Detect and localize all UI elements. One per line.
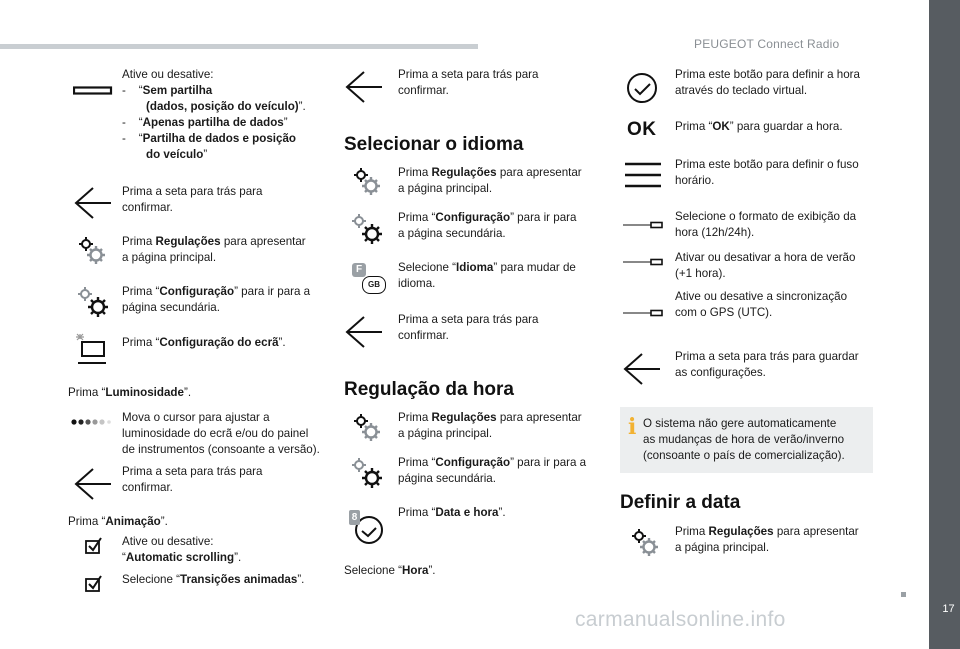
configuration-text: Prima “Configuração” para ir para a página secundária. — [398, 211, 577, 240]
summer-time-text: Ativar ou desativar a hora de verão (+1 hora). — [675, 251, 856, 280]
brightness-cursor-icon — [71, 418, 111, 426]
data-sharing-options: Ative ou desative: - “Sem partilha (dados, posição do veículo)”. - “Apenas partilha de dados” - “Partilha de dados e posição do veículo” — [122, 68, 306, 161]
timezone-text: Prima este botão para definir o fuso horário. — [675, 158, 859, 187]
configuration-text: Prima “Configuração” para ir para a página secundária. — [398, 456, 587, 485]
language-heading: Selecionar o idioma — [344, 134, 524, 155]
settings-text: Prima Regulações para apresentar a página principal. — [398, 166, 582, 195]
toggle-switch-icon — [622, 258, 664, 266]
settings-text: Prima Regulações para apresentar a página principal. — [122, 235, 306, 264]
page-number: 17 — [942, 603, 955, 615]
luminosity-text: Prima “Luminosidade”. — [68, 386, 192, 399]
auto-scrolling-text: Ative ou desative: “Automatic scrolling”. — [122, 535, 242, 564]
back-confirm-text: Prima a seta para trás para confirmar. — [122, 185, 263, 214]
animation-text: Prima “Animação”. — [68, 515, 168, 528]
toggle-switch-icon — [622, 309, 664, 317]
brightness-cursor-text: Mova o cursor para ajustar a luminosidade do ecrã e/ou do painel de instrumentos (consoante a versão). — [122, 411, 320, 456]
animated-transitions-text: Selecione “Transições animadas”. — [122, 573, 305, 586]
back-arrow-icon — [73, 467, 113, 501]
language-flag-icon: F GB — [352, 263, 386, 295]
back-confirm-text: Prima a seta para trás para confirmar. — [398, 68, 539, 97]
check-circle-icon — [626, 72, 660, 106]
save-settings-text: Prima a seta para trás para guardar as configurações. — [675, 350, 859, 379]
info-text: O sistema não gere automaticamente as mudanças de hora de verão/inverno (consoante o país de comercialização). — [643, 417, 845, 462]
settings-icon — [352, 167, 382, 197]
watermark: carmanualsonline.info — [575, 608, 786, 631]
configuration-text: Prima “Configuração” para ir para a página secundária. — [122, 285, 311, 314]
settings-icon — [352, 413, 382, 443]
checkbox-icon — [85, 537, 103, 555]
screen-brightness-icon — [73, 332, 109, 368]
page-sidebar — [929, 0, 960, 649]
back-confirm-text: Prima a seta para trás para confirmar. — [398, 313, 539, 342]
language-text: Selecione “Idioma” para mudar de idioma. — [398, 261, 576, 290]
screen-config-text: Prima “Configuração do ecrã”. — [122, 336, 286, 349]
date-heading: Definir a data — [620, 492, 741, 513]
end-marker — [901, 592, 906, 597]
settings-icon — [630, 528, 660, 558]
back-arrow-icon — [622, 352, 662, 386]
toggle-switch-icon — [73, 86, 113, 96]
settings-text: Prima Regulações para apresentar a página principal. — [675, 525, 859, 554]
ok-icon: OK — [627, 119, 657, 140]
time-format-text: Selecione o formato de exibição da hora (12h/24h). — [675, 210, 857, 239]
back-arrow-icon — [73, 186, 113, 220]
date-time-icon: 8 — [349, 510, 385, 546]
header-rule — [0, 44, 478, 49]
configuration-icon — [76, 285, 110, 319]
info-icon: i — [628, 414, 637, 440]
menu-icon — [624, 160, 662, 190]
brand-label: PEUGEOT Connect Radio — [694, 37, 840, 51]
info-box — [620, 407, 873, 473]
time-heading: Regulação da hora — [344, 379, 514, 400]
ok-text: Prima “OK” para guardar a hora. — [675, 120, 843, 133]
configuration-icon — [350, 212, 384, 246]
hour-text: Selecione “Hora”. — [344, 564, 436, 577]
settings-text: Prima Regulações para apresentar a página principal. — [398, 411, 582, 440]
toggle-switch-icon — [622, 221, 664, 229]
date-time-text: Prima “Data e hora”. — [398, 506, 506, 519]
virtual-keyboard-text: Prima este botão para definir a hora através do teclado virtual. — [675, 68, 860, 97]
gps-sync-text: Ative ou desative a sincronização com o GPS (UTC). — [675, 290, 848, 319]
back-arrow-icon — [344, 70, 384, 104]
back-confirm-text: Prima a seta para trás para confirmar. — [122, 465, 263, 494]
settings-icon — [77, 236, 107, 266]
back-arrow-icon — [344, 315, 384, 349]
checkbox-icon — [85, 575, 103, 593]
configuration-icon — [350, 456, 384, 490]
